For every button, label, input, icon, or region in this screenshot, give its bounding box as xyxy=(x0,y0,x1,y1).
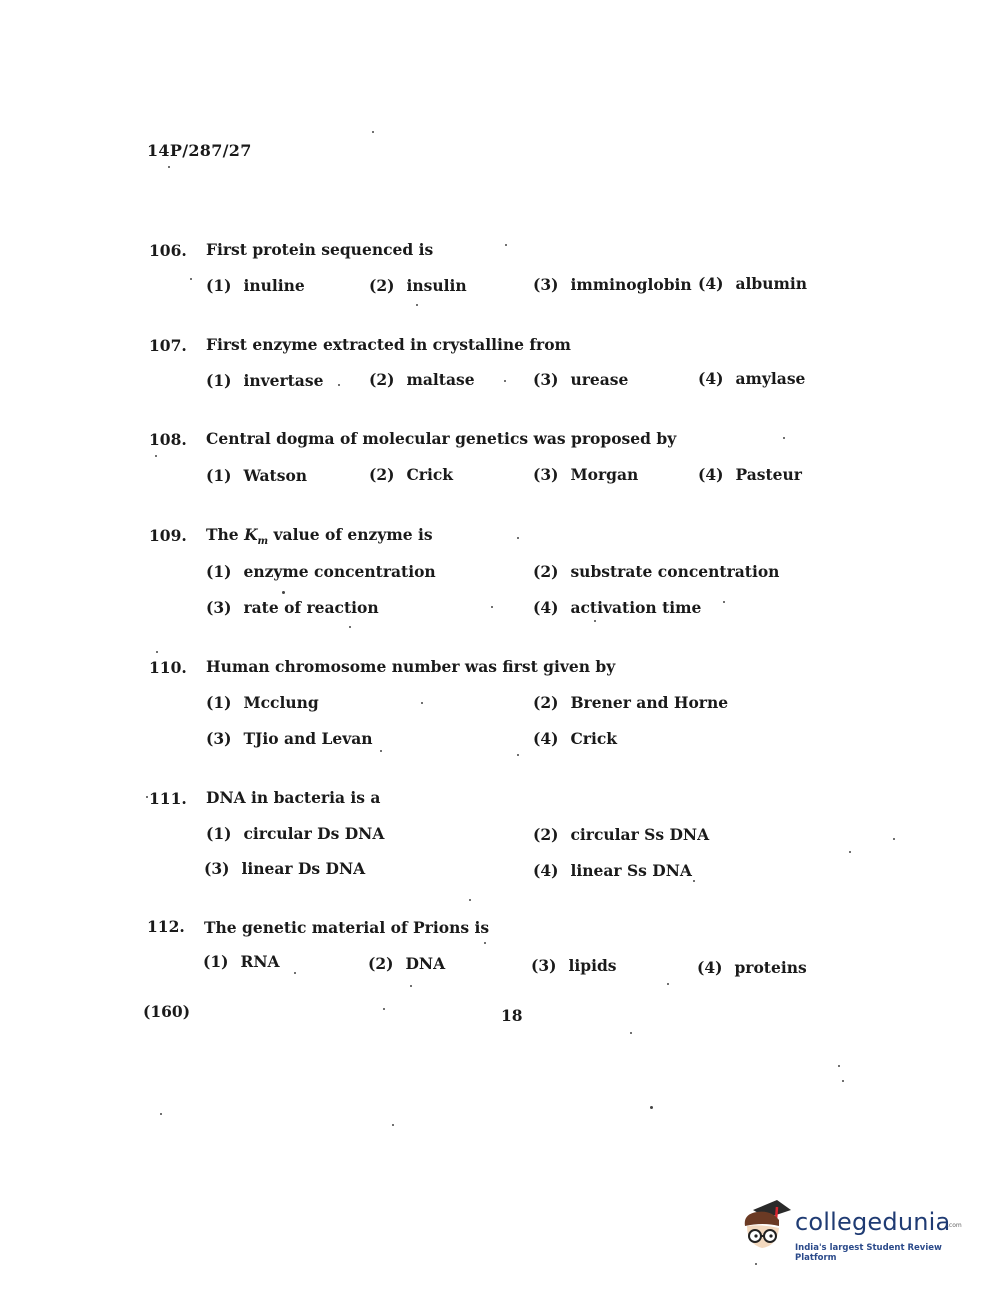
option: (3) linear Ds DNA xyxy=(204,859,366,878)
question-number: 109. xyxy=(149,526,187,545)
option: (2) circular Ss DNA xyxy=(533,825,710,844)
option: (2) substrate concentration xyxy=(533,562,780,581)
booklet-number: (160) xyxy=(143,1002,191,1021)
option: (1) Mcclung xyxy=(206,693,319,712)
option: (3) lipids xyxy=(531,956,617,975)
question-text: Human chromosome number was first given by xyxy=(206,657,616,676)
page-number: 18 xyxy=(501,1006,523,1025)
option: (3) Morgan xyxy=(533,465,639,484)
option: (4) activation time xyxy=(533,598,702,617)
option: (3) urease xyxy=(533,370,629,389)
option: (4) linear Ss DNA xyxy=(533,861,692,880)
option: (3) imminoglobin xyxy=(533,275,692,294)
option: (2) Crick xyxy=(369,465,454,484)
option: (2) DNA xyxy=(368,954,446,973)
option: (3) TJio and Levan xyxy=(206,729,373,748)
question-text: DNA in bacteria is a xyxy=(206,788,381,807)
brand-name: collegedunia xyxy=(795,1208,951,1236)
question-number: 107. xyxy=(149,336,187,355)
student-mascot-icon xyxy=(735,1196,793,1256)
option: (2) maltase xyxy=(369,370,475,389)
question-text: Central dogma of molecular genetics was proposed by xyxy=(206,429,677,448)
brand-domain: .com xyxy=(947,1222,962,1229)
brand-tagline: India's largest Student Review Platform xyxy=(795,1243,942,1263)
option: (4) Pasteur xyxy=(698,465,802,484)
option: (1) RNA xyxy=(203,952,280,971)
option: (1) Watson xyxy=(206,466,308,485)
option: (2) Brener and Horne xyxy=(533,693,729,712)
option: (1) enzyme concentration xyxy=(206,562,436,581)
option: (1) circular Ds DNA xyxy=(206,824,385,843)
option: (1) inuline xyxy=(206,276,305,295)
question-text: First enzyme extracted in crystalline from xyxy=(206,335,571,354)
question-text: First protein sequenced is xyxy=(206,240,434,259)
question-number: 108. xyxy=(149,430,187,449)
question-text: The genetic material of Prions is xyxy=(204,918,490,937)
paper-code: 14P/287/27 xyxy=(147,141,252,160)
question-text: The $K_m$ value of enzyme is xyxy=(206,525,433,548)
option: (4) amylase xyxy=(698,369,806,388)
question-number: 111. xyxy=(149,789,187,808)
option: (2) insulin xyxy=(369,276,467,295)
question-number: 112. xyxy=(147,917,185,936)
option: (3) rate of reaction xyxy=(206,598,379,617)
option: (1) invertase xyxy=(206,371,324,390)
question-number: 110. xyxy=(149,658,187,677)
question-number: 106. xyxy=(149,241,187,260)
option: (4) albumin xyxy=(698,274,808,293)
collegedunia-watermark xyxy=(735,1196,965,1266)
option: (4) Crick xyxy=(533,729,618,748)
option: (4) proteins xyxy=(697,958,807,977)
